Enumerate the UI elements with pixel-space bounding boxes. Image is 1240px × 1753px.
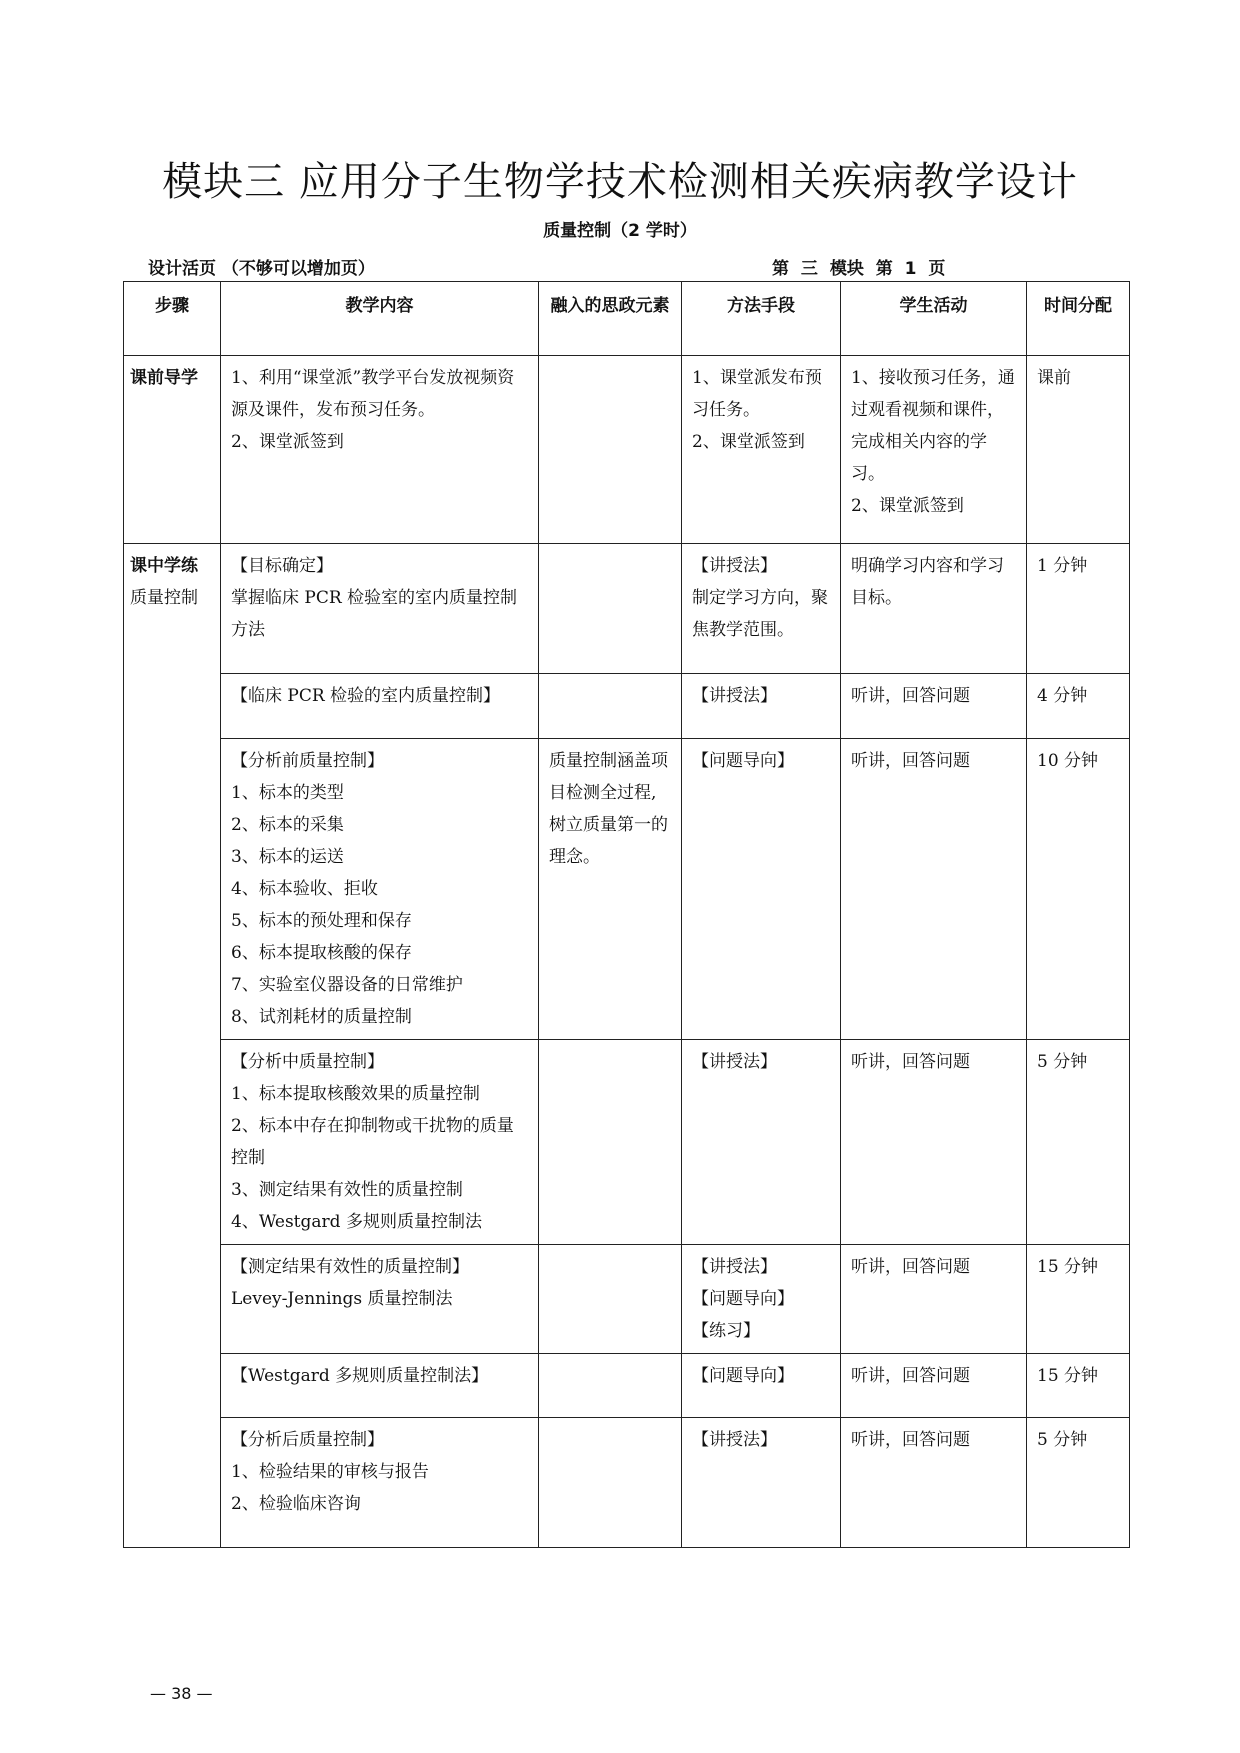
student-line: 听讲，回答问题 <box>851 686 970 706</box>
method-line: 【问题导向】 <box>692 1289 794 1309</box>
table-row <box>124 544 1130 674</box>
content-cell <box>221 1245 539 1354</box>
content-line: 2、课堂派签到 <box>231 432 344 452</box>
table-row <box>124 739 1130 1040</box>
student-cell <box>841 1354 1027 1418</box>
step-sublabel: 质量控制 <box>130 588 198 608</box>
table-row <box>124 674 1130 739</box>
student-line: 明确学习内容和学习目标。 <box>851 556 1004 608</box>
step-label: 课前导学 <box>130 368 198 388</box>
document-subtitle: 质量控制（2 学时） <box>543 221 697 241</box>
method-cell <box>682 1418 841 1548</box>
table-row <box>124 1245 1130 1354</box>
header-time: 时间分配 <box>1027 282 1130 356</box>
table-row <box>124 1040 1130 1245</box>
student-line: 听讲，回答问题 <box>851 1430 970 1450</box>
ideology-cell: 质量控制涵盖项目检测全过程,树立质量第一的理念。 <box>539 739 682 1040</box>
student-cell <box>841 544 1027 674</box>
time-cell: 15 分钟 <box>1027 1354 1130 1418</box>
time-cell: 10 分钟 <box>1027 739 1130 1040</box>
method-cell <box>682 1040 841 1245</box>
meta-right: 第 三 模块 第 1 页 <box>772 259 946 279</box>
time-cell: 5 分钟 <box>1027 1040 1130 1245</box>
ideology-cell <box>539 1245 682 1354</box>
header-student: 学生活动 <box>841 282 1027 356</box>
content-cell <box>221 356 539 544</box>
time-cell: 15 分钟 <box>1027 1245 1130 1354</box>
content-line: 【测定结果有效性的质量控制】 <box>231 1257 469 1277</box>
table-row <box>124 356 1130 544</box>
student-line: 听讲，回答问题 <box>851 1052 970 1072</box>
method-line: 1、课堂派发布预习任务。 <box>692 368 822 420</box>
method-cell <box>682 739 841 1040</box>
method-cell <box>682 544 841 674</box>
meta-left: 设计活页 （不够可以增加页） <box>148 259 375 279</box>
student-line: 听讲，回答问题 <box>851 1366 970 1386</box>
content-line: 【分析前质量控制】 <box>231 751 384 771</box>
lesson-plan-table <box>123 281 1130 1548</box>
student-cell <box>841 1040 1027 1245</box>
method-cell <box>682 356 841 544</box>
student-cell <box>841 739 1027 1040</box>
content-line: 2、标本中存在抑制物或干扰物的质量控制 <box>231 1116 514 1168</box>
header-row <box>124 282 1130 356</box>
content-line: 【Westgard 多规则质量控制法】 <box>231 1366 489 1386</box>
content-line: 1、检验结果的审核与报告 <box>231 1462 429 1482</box>
header-step: 步骤 <box>124 282 221 356</box>
student-line: 听讲，回答问题 <box>851 1257 970 1277</box>
ideology-cell <box>539 1040 682 1245</box>
content-line: 6、标本提取核酸的保存 <box>231 943 412 963</box>
content-line: 4、标本验收、拒收 <box>231 879 378 899</box>
content-line: 【目标确定】 <box>231 556 333 576</box>
document-title: 模块三 应用分子生物学技术检测相关疾病教学设计 <box>162 159 1078 205</box>
table-row <box>124 1354 1130 1418</box>
table-row <box>124 1418 1130 1548</box>
content-cell <box>221 544 539 674</box>
student-cell <box>841 674 1027 739</box>
header-method: 方法手段 <box>682 282 841 356</box>
content-line: 掌握临床 PCR 检验室的室内质量控制方法 <box>231 588 518 640</box>
student-cell <box>841 1245 1027 1354</box>
student-line: 2、课堂派签到 <box>851 496 964 516</box>
student-cell <box>841 356 1027 544</box>
method-line: 【问题导向】 <box>692 751 794 771</box>
method-line: 制定学习方向，聚焦教学范围。 <box>692 588 828 640</box>
content-line: 1、标本提取核酸效果的质量控制 <box>231 1084 480 1104</box>
page-number: — 38 — <box>150 1684 213 1703</box>
content-cell <box>221 1354 539 1418</box>
content-line: 1、标本的类型 <box>231 783 344 803</box>
content-cell <box>221 739 539 1040</box>
method-line: 【讲授法】 <box>692 1052 777 1072</box>
time-cell: 4 分钟 <box>1027 674 1130 739</box>
method-line: 【讲授法】 <box>692 1430 777 1450</box>
method-cell <box>682 1245 841 1354</box>
step-cell <box>124 356 221 544</box>
student-cell <box>841 1418 1027 1548</box>
content-line: 【分析后质量控制】 <box>231 1430 384 1450</box>
student-line: 1、接收预习任务，通过观看视频和课件，完成相关内容的学习。 <box>851 368 1015 484</box>
ideology-cell <box>539 674 682 739</box>
ideology-cell <box>539 356 682 544</box>
method-line: 2、课堂派签到 <box>692 432 805 452</box>
content-line: 5、标本的预处理和保存 <box>231 911 412 931</box>
content-line: 3、测定结果有效性的质量控制 <box>231 1180 463 1200</box>
method-line: 【问题导向】 <box>692 1366 794 1386</box>
content-line: 2、检验临床咨询 <box>231 1494 361 1514</box>
time-cell: 课前 <box>1027 356 1130 544</box>
method-cell <box>682 1354 841 1418</box>
ideology-cell <box>539 1418 682 1548</box>
content-line: 【分析中质量控制】 <box>231 1052 384 1072</box>
content-line: Levey-Jennings 质量控制法 <box>231 1289 453 1309</box>
ideology-cell <box>539 544 682 674</box>
content-line: 【临床 PCR 检验的室内质量控制】 <box>231 686 501 706</box>
content-line: 4、Westgard 多规则质量控制法 <box>231 1212 482 1232</box>
time-cell: 5 分钟 <box>1027 1418 1130 1548</box>
header-content: 教学内容 <box>221 282 539 356</box>
student-line: 听讲，回答问题 <box>851 751 970 771</box>
content-line: 1、利用“课堂派”教学平台发放视频资源及课件，发布预习任务。 <box>231 368 515 420</box>
content-cell <box>221 1040 539 1245</box>
step-label: 课中学练 <box>130 556 198 576</box>
method-line: 【讲授法】 <box>692 556 777 576</box>
content-line: 8、试剂耗材的质量控制 <box>231 1007 412 1027</box>
content-line: 2、标本的采集 <box>231 815 344 835</box>
content-cell <box>221 1418 539 1548</box>
method-line: 【讲授法】 <box>692 1257 777 1277</box>
content-line: 7、实验室仪器设备的日常维护 <box>231 975 463 995</box>
method-line: 【练习】 <box>692 1321 760 1341</box>
ideology-cell <box>539 1354 682 1418</box>
content-line: 3、标本的运送 <box>231 847 344 867</box>
header-ideology: 融入的思政元素 <box>539 282 682 356</box>
method-cell <box>682 674 841 739</box>
method-line: 【讲授法】 <box>692 686 777 706</box>
content-cell <box>221 674 539 739</box>
time-cell: 1 分钟 <box>1027 544 1130 674</box>
step-cell <box>124 544 221 1548</box>
